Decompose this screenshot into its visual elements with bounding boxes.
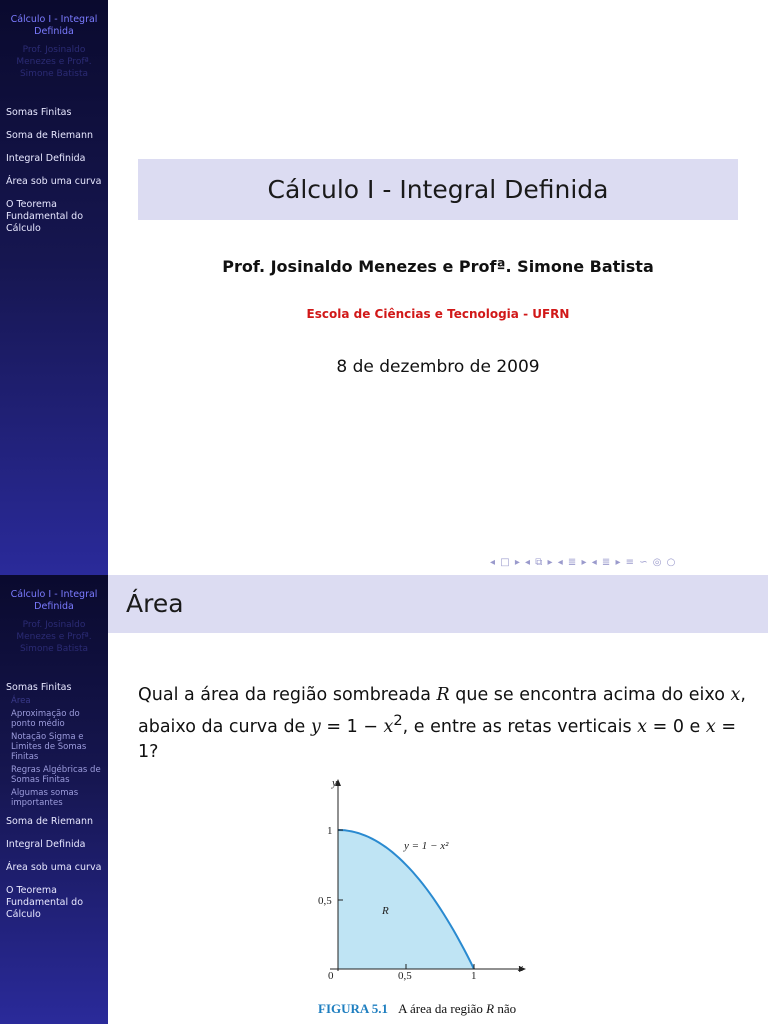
beamer-navigation-symbols[interactable]: ◂ □ ▸ ◂ ⧉ ▸ ◂ ≣ ▸ ◂ ≣ ▸ ≡ ∽ ◎ ○ xyxy=(490,557,677,568)
x-tick-label-0: 0 xyxy=(328,970,334,982)
sidebar-subsection-list xyxy=(6,696,104,808)
area-slide xyxy=(0,575,768,1024)
y-tick-label-1: 1 xyxy=(327,825,333,837)
sidebar-subitem-area[interactable]: Área xyxy=(11,696,31,706)
curve-label: y = 1 − x² xyxy=(404,840,449,852)
sidebar-item-somas-finitas[interactable]: Somas Finitas xyxy=(6,682,72,693)
sidebar-subitem-regras-algebricas[interactable]: Regras Algébricas de Somas Finitas xyxy=(11,765,101,785)
sidebar-title[interactable]: Cálculo I - Integral Definida xyxy=(10,589,98,612)
sidebar-authors: Prof. Josinaldo Menezes e Profª. Simone Batista xyxy=(16,620,92,654)
sidebar xyxy=(0,575,108,1024)
sidebar-subitem-notacao-sigma[interactable]: Notação Sigma e Limites de Somas Finitas xyxy=(11,732,87,762)
question-text: Qual a área da região sombreada R que se encontra acima do eixo x, abaixo da curva de $y = 1 - x^2$, e entre as retas verticais x = 0 e x = 1? xyxy=(138,685,746,762)
sidebar-item-integral-definida[interactable]: Integral Definida xyxy=(6,153,86,164)
sidebar-item-area-sob-curva[interactable]: Área sob uma curva xyxy=(6,862,102,873)
sidebar-subitem-ponto-medio[interactable]: Aproximação do ponto médio xyxy=(11,709,80,729)
figure-caption: FIGURA 5.1 A área da região R não xyxy=(318,1001,517,1016)
presentation-institute: Escola de Ciências e Tecnologia - UFRN xyxy=(306,307,570,321)
sidebar-nav xyxy=(6,107,104,246)
frame-title: Área xyxy=(126,589,184,618)
sidebar-item-integral-definida[interactable]: Integral Definida xyxy=(6,839,86,850)
x-tick-label-1: 1 xyxy=(471,970,477,982)
presentation-title: Cálculo I - Integral Definida xyxy=(267,175,609,204)
x-axis-label: x xyxy=(518,962,523,974)
figure-caption-label: FIGURA 5.1 xyxy=(318,1001,389,1016)
presentation-date: 8 de dezembro de 2009 xyxy=(336,357,540,377)
presentation-authors: Prof. Josinaldo Menezes e Profª. Simone Batista xyxy=(222,257,654,276)
sidebar xyxy=(0,0,108,575)
area-figure xyxy=(300,771,560,1024)
sidebar-title[interactable]: Cálculo I - Integral Definida xyxy=(10,14,98,37)
area-plot xyxy=(300,771,560,1001)
y-tick-label-05: 0,5 xyxy=(318,895,332,907)
sidebar-item-somas-finitas[interactable]: Somas Finitas xyxy=(6,107,72,118)
sidebar-item-area-sob-curva[interactable]: Área sob uma curva xyxy=(6,176,102,187)
y-axis-label: y xyxy=(332,777,337,789)
sidebar-item-teorema-fundamental[interactable]: O Teorema Fundamental do Cálculo xyxy=(6,885,84,920)
sidebar-subitem-somas-importantes[interactable]: Algumas somas importantes xyxy=(11,788,79,808)
sidebar-nav xyxy=(6,682,104,932)
sidebar-item-soma-de-riemann[interactable]: Soma de Riemann xyxy=(6,816,94,827)
sidebar-item-soma-de-riemann[interactable]: Soma de Riemann xyxy=(6,130,94,141)
region-label: R xyxy=(382,905,389,917)
presentation-title-box xyxy=(138,159,738,220)
x-tick-label-05: 0,5 xyxy=(398,970,412,982)
sidebar-authors: Prof. Josinaldo Menezes e Profª. Simone Batista xyxy=(16,45,92,79)
sidebar-item-teorema-fundamental[interactable]: O Teorema Fundamental do Cálculo xyxy=(6,199,84,234)
frame-title-bar xyxy=(108,575,768,633)
